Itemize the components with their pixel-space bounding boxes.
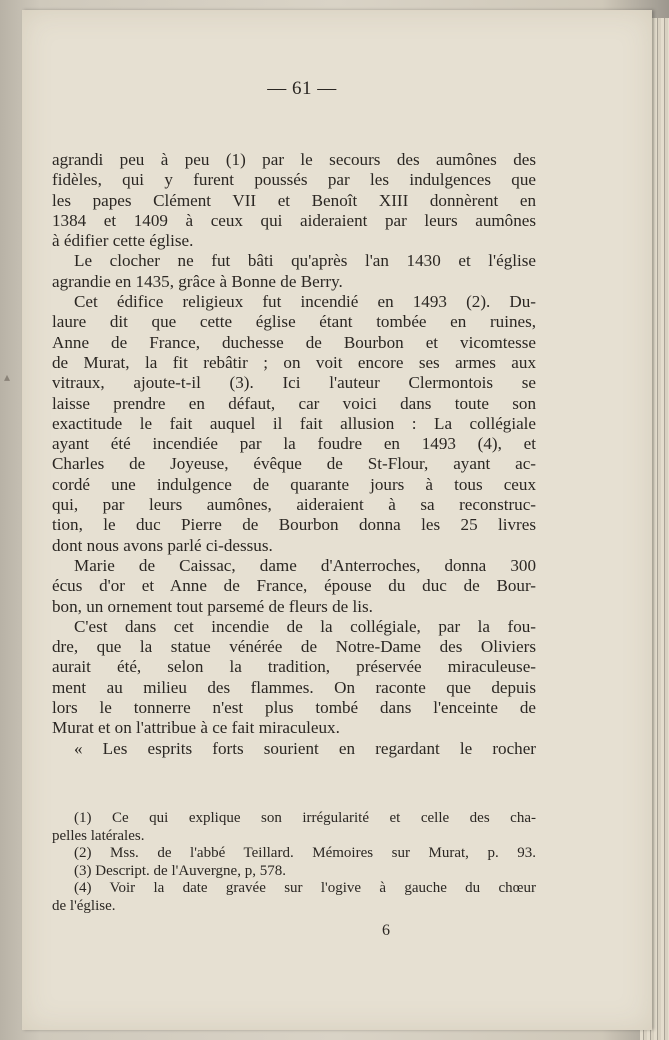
footnote-line: (4) Voir la date gravée sur l'ogive à gauche du chœur bbox=[74, 880, 536, 897]
text-line: Le clocher ne fut bâti qu'après l'an 1430 et l'église bbox=[74, 251, 536, 271]
footnote-line: de l'église. bbox=[52, 897, 116, 914]
book-page bbox=[4, 10, 652, 1030]
text-line: Marie de Caissac, dame d'Anterroches, donna 300 bbox=[74, 555, 536, 575]
footnote-line: (1) Ce qui explique son irrégularité et celle des cha- bbox=[74, 810, 536, 826]
text-line: « Les esprits forts sourient en regardant le rocher bbox=[74, 738, 536, 758]
text-line: 1384 et 1409 à ceux qui aideraient par leurs aumônes bbox=[52, 210, 536, 230]
text-line: Anne de France, duchesse de Bourbon et vicomtesse bbox=[52, 332, 536, 352]
text-line: qui, par leurs aumônes, aideraient à sa reconstruc- bbox=[52, 495, 536, 515]
text-line: agrandie en 1435, grâce à Bonne de Berry. bbox=[52, 271, 343, 291]
text-line: dre, que la statue vénérée de Notre-Dame des Oliviers bbox=[52, 637, 536, 657]
text-line: vitraux, ajoute-t-il (3). Ici l'auteur Clermontois se bbox=[52, 373, 536, 393]
text-line: ayant été incendiée par la foudre en 1493 (4), et bbox=[52, 434, 536, 454]
text-line: lors le tonnerre n'est plus tombé dans l'enceinte de bbox=[52, 698, 536, 718]
text-line: Charles de Joyeuse, évêque de St-Flour, ayant ac- bbox=[52, 454, 536, 474]
body-text bbox=[52, 150, 536, 759]
text-line: à édifier cette église. bbox=[52, 231, 194, 251]
text-line: ment au milieu des flammes. On raconte que depuis bbox=[52, 677, 536, 697]
page-number: — 61 — bbox=[267, 78, 337, 99]
text-line: exactitude le fait auquel il fait allusion : La collégiale bbox=[52, 413, 536, 433]
text-line: Murat et on l'attribue à ce fait miraculeux. bbox=[52, 718, 340, 738]
margin-speck: ▴ bbox=[4, 370, 11, 384]
text-line: bon, un ornement tout parsemé de fleurs de lis. bbox=[52, 596, 373, 616]
text-line: écus d'or et Anne de France, épouse du duc de Bour- bbox=[52, 576, 536, 596]
text-line: de Murat, la fit rebâtir ; on voit encore ses armes aux bbox=[52, 352, 536, 372]
footnote-line: (3) Descript. de l'Auvergne, p, 578. bbox=[74, 862, 286, 879]
footnote-line: (2) Mss. de l'abbé Teillard. Mémoires sur Murat, p. 93. bbox=[74, 845, 536, 862]
text-line: les papes Clément VII et Benoît XIII donnèrent en bbox=[52, 190, 536, 210]
text-line: tion, le duc Pierre de Bourbon donna les 25 livres bbox=[52, 515, 536, 535]
footnote-line: pelles latérales. bbox=[52, 827, 145, 844]
signature-mark: 6 bbox=[382, 922, 390, 939]
text-line: Cet édifice religieux fut incendié en 1493 (2). Du- bbox=[74, 292, 536, 312]
text-line: dont nous avons parlé ci-dessus. bbox=[52, 535, 273, 555]
text-line: fidèles, qui y furent poussés par les indulgences que bbox=[52, 170, 536, 190]
text-line: agrandi peu à peu (1) par le secours des aumônes des bbox=[52, 150, 536, 169]
text-line: aurait été, selon la tradition, préservée miraculeuse- bbox=[52, 657, 536, 677]
text-line: laisse prendre en défaut, car voici dans toute son bbox=[52, 393, 536, 413]
footnotes bbox=[52, 810, 536, 916]
text-line: cordé une indulgence de quarante jours à tous ceux bbox=[52, 474, 536, 494]
text-line: laure dit que cette église étant tombée en ruines, bbox=[52, 312, 536, 332]
text-line: C'est dans cet incendie de la collégiale, par la fou- bbox=[74, 616, 536, 636]
